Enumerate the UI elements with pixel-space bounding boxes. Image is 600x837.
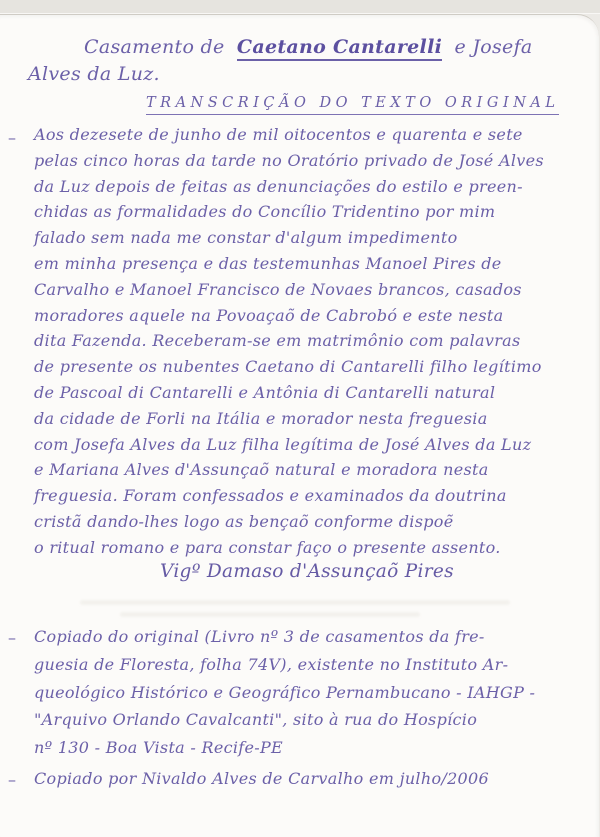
- record-line: de presente os nubentes Caetano di Cantarelli filho legítimo: [34, 357, 542, 377]
- record-line: Carvalho e Manoel Francisco de Novaes brancos, casados: [34, 279, 522, 299]
- record-line: cristã dando-lhes logo as bençaõ conforme dispoẽ: [34, 511, 454, 531]
- title-suffix: e Josefa: [454, 36, 533, 58]
- record-line: dita Fazenda. Receberam-se em matrimônio com palavras: [34, 331, 521, 351]
- record-lines: [34, 122, 592, 561]
- transcription-heading: TRANSCRIÇÃO DO TEXTO ORIGINAL: [146, 95, 559, 115]
- scan-smudge: [80, 600, 510, 605]
- record-line: da Luz depois de feitas as denunciações do estilo e preen-: [34, 176, 523, 196]
- source-note: [8, 623, 592, 762]
- scan-smudge: [120, 612, 420, 617]
- source-note-lines: [34, 623, 592, 762]
- margin-dash: –: [8, 770, 17, 789]
- scanner-edge-band: [0, 0, 600, 14]
- source-note-line: nº 130 - Boa Vista - Recife-PE: [34, 738, 284, 758]
- title-line-2: Alves da Luz.: [28, 63, 160, 85]
- source-note-line: "Arquivo Orlando Cavalcanti", sito à rua do Hospício: [34, 710, 478, 730]
- record-line: e Mariana Alves d'Assunçaõ natural e moradora nesta: [34, 460, 489, 480]
- record-line: Aos dezesete de junho de mil oitocentos e quarenta e sete: [34, 125, 523, 144]
- record-line: pelas cinco horas da tarde no Oratório privado de José Alves: [34, 150, 544, 170]
- record-line: em minha presença e das testemunhas Manoel Pires de: [34, 253, 502, 273]
- source-note-line: queológico Histórico e Geográfico Pernambucano - IAHGP -: [34, 682, 536, 702]
- title-line-1: [84, 36, 533, 58]
- source-note-line: Copiado do original (Livro nº 3 de casamentos da fre-: [34, 627, 485, 646]
- title-prefix: Casamento de: [84, 36, 225, 58]
- source-note-line: guesia de Floresta, folha 74V), existente no Instituto Ar-: [34, 654, 509, 674]
- record-paragraph: [8, 122, 592, 561]
- priest-signature: Vigº Damaso d'Assunçaõ Pires: [160, 561, 454, 582]
- copyist-note: [8, 765, 592, 793]
- record-line: o ritual romano e para constar faço o presente assento.: [34, 537, 501, 557]
- groom-name: Caetano Cantarelli: [237, 36, 442, 61]
- margin-dash: –: [8, 628, 17, 647]
- copyist-note-line: Copiado por Nivaldo Alves de Carvalho em julho/2006: [34, 769, 489, 788]
- record-line: com Josefa Alves da Luz filha legítima de José Alves da Luz: [34, 434, 532, 454]
- record-line: chidas as formalidades do Concílio Tridentino por mim: [34, 202, 496, 222]
- margin-dash: –: [8, 128, 17, 147]
- record-line: freguesia. Foram confessados e examinados da doutrina: [34, 486, 507, 506]
- record-line: da cidade de Forli na Itália e morador nesta freguesia: [34, 408, 488, 428]
- record-line: falado sem nada me constar d'algum impedimento: [34, 228, 458, 248]
- copyist-note-lines: [34, 765, 592, 793]
- record-line: moradores aquele na Povoaçaõ de Cabrobó e este nesta: [34, 305, 504, 325]
- record-line: de Pascoal di Cantarelli e Antônia di Cantarelli natural: [34, 382, 496, 402]
